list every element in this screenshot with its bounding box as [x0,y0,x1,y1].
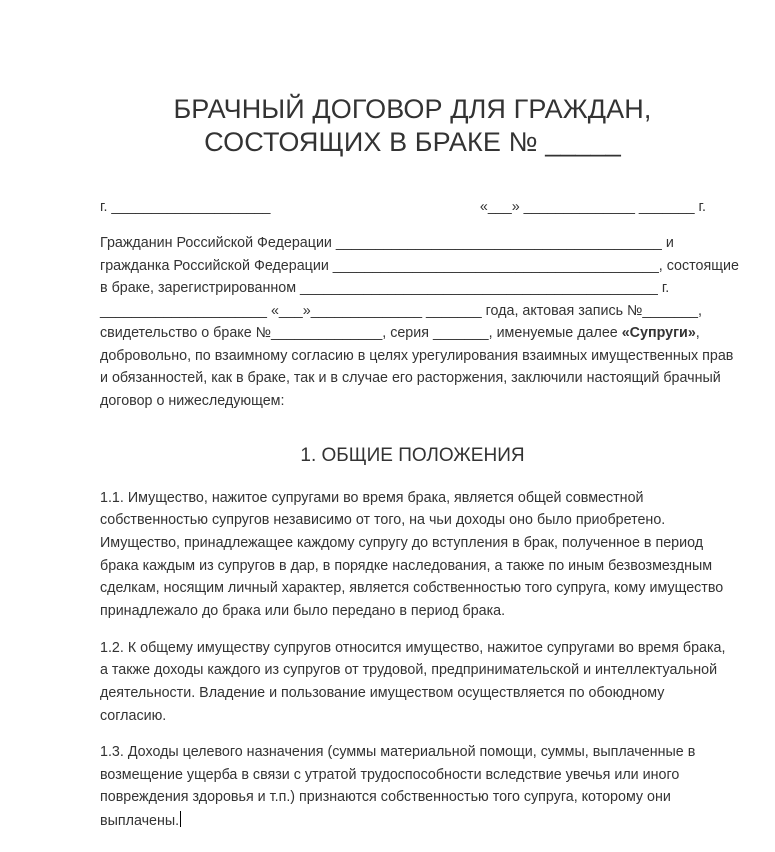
paragraph-line: Имущество, принадлежащее каждому супругу до вступления в брак, полученное в период [100,535,704,551]
document-title-line-1: БРАЧНЫЙ ДОГОВОР ДЛЯ ГРАЖДАН, [173,94,652,124]
text-cursor [180,811,181,827]
preamble-text: , [695,325,700,341]
paragraph-line: возмещение ущерба в связи с утратой трудоспособности вследствие увечья или иного [100,767,680,783]
preamble-line [100,324,700,342]
paragraph-line: собственностью супругов независимо от того, на чьи доходы оно было приобретено. [100,512,666,528]
preamble-line: в браке, зарегистрированном _____________________________________________ г. [100,280,670,296]
city-field[interactable]: г. ____________________ [100,199,271,215]
paragraph-line: 1.1. Имущество, нажитое супругами во время брака, является общей совместной [100,490,644,506]
preamble-line: _____________________ «___»______________ _______ года, актовая запись №_______, [100,303,702,319]
paragraph-text: выплачены. [100,813,180,829]
preamble-line: гражданка Российской Федерации _________________________________________, состоящие [100,258,739,274]
paragraph-line: согласию. [100,708,167,724]
paragraph-line: 1.3. Доходы целевого назначения (суммы материальной помощи, суммы, выплаченные в [100,744,696,760]
paragraph-line: сделкам, носящим личный характер, является собственностью того супруга, кому имущество [100,580,724,596]
paragraph-line: принадлежало до брака или было передано в период брака. [100,603,506,619]
preamble-line: добровольно, по взаимному согласию в целях урегулирования взаимных имущественных прав [100,348,734,364]
preamble-line: и обязанностей, как в браке, так и в случае его расторжения, заключили настоящий брачный [100,370,721,386]
paragraph-line: 1.2. К общему имуществу супругов относится имущество, нажитое супругами во время брака, [100,640,726,656]
preamble-line: договор о нижеследующем: [100,393,285,409]
date-field[interactable]: «___» ______________ _______ г. [479,199,706,215]
preamble-text: свидетельство о браке №______________, серия _______, именуемые далее [100,325,622,341]
paragraph-line: брака каждым из супругов в дар, в порядке наследования, а также по иным безвозмездным [100,558,713,574]
document-title-line-2: СОСТОЯЩИХ В БРАКЕ № _____ [204,127,621,157]
paragraph-line-last[interactable] [100,811,181,830]
preamble-line: Гражданин Российской Федерации _________________________________________ и [100,235,674,251]
paragraph-line: деятельности. Владение и пользование имуществом осуществляется по обоюдному [100,685,665,701]
paragraph-line: а также доходы каждого из супругов от трудовой, предпринимательской и интеллектуальной [100,662,718,678]
section-heading: 1. ОБЩИЕ ПОЛОЖЕНИЯ [300,445,525,466]
paragraph-line: повреждения здоровья и т.п.) признаются собственностью того супруга, которому они [100,789,671,805]
spouses-term: «Супруги» [621,325,696,341]
